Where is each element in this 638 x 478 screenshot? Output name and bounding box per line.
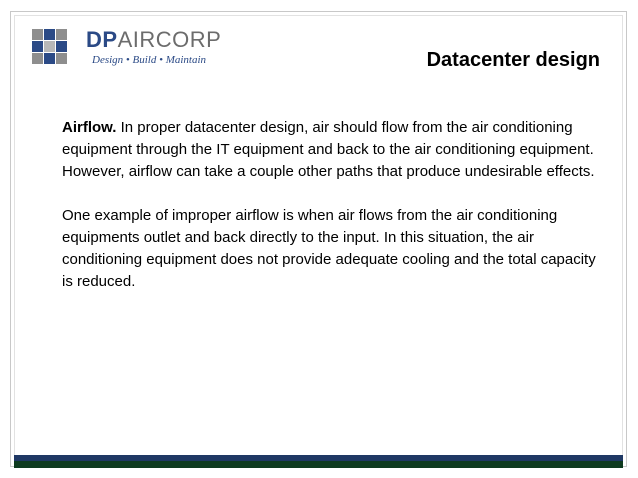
slide-title: Datacenter design [426,49,600,71]
logo-brand-rest: AIRCORP [117,27,222,52]
logo-wordmark [86,28,221,52]
paragraph-heading: Airflow. [62,119,117,136]
paragraph-example: One example of improper airflow is when air flows from the air conditioning equipments outlet and back directly to the input. In this situation, the air conditioning equipment does not provide adequate cooling and the total capacity is reduced. [62,207,596,290]
logo-tagline: Design • Build • Maintain [92,54,207,66]
company-logo [22,16,248,78]
paragraph-text: In proper datacenter design, air should flow from the air conditioning equipment through the IT equipment and back to the air conditioning equipment. However, airflow can take a couple other paths that produce undesirable effects. [62,119,595,180]
logo-brand-dp: DP [86,27,118,52]
logo-grid-icon [32,29,68,65]
footer-bar-green [14,461,623,468]
paragraph-airflow [62,117,602,183]
slide-body [62,117,602,315]
